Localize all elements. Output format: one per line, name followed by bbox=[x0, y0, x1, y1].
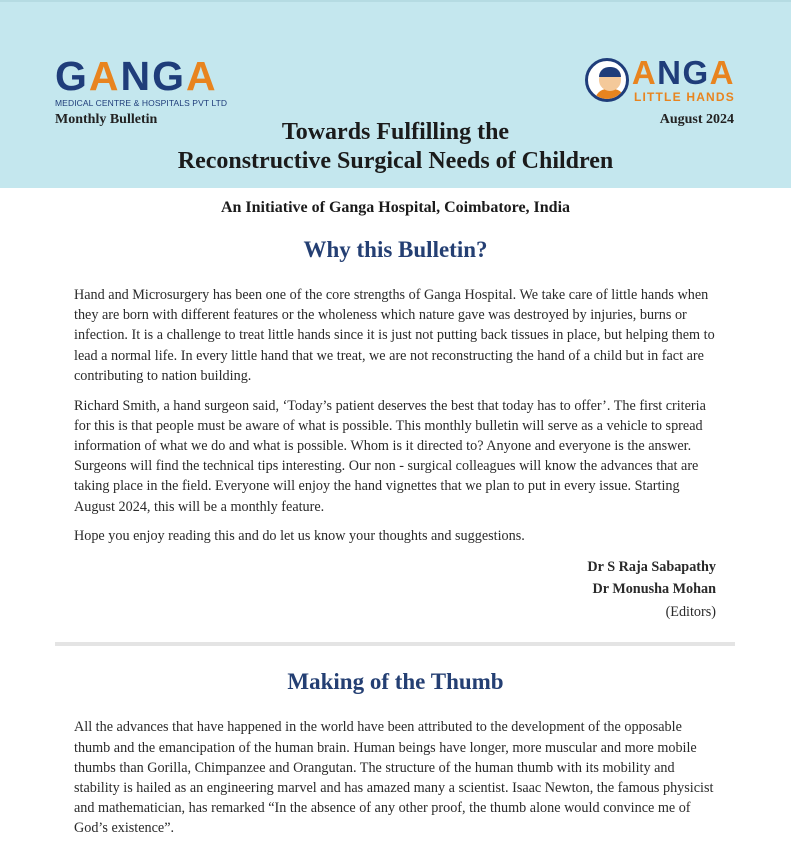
section-heading-thumb: Making of the Thumb bbox=[287, 669, 504, 695]
paragraph: All the advances that have happened in the world have been attributed to the development of the opposable thumb and the emancipation of the human brain. Human beings have longer, more muscular and more mobile thumbs than Gorilla, Chimpanzee and Orangutan. The structure of the human thumb with its mobility and stability is hailed as an engineering marvel and has amazed many a scientist. Isaac Newton, the famous physicist and mathematician, has remarked “In the absence of any other proof, the thumb alone would convince me of God’s existence”. bbox=[74, 719, 714, 837]
logo-subtitle: MEDICAL CENTRE & HOSPITALS PVT LTD bbox=[55, 98, 228, 108]
header-banner bbox=[0, 0, 791, 188]
paragraph: Hope you enjoy reading this and do let us know your thoughts and suggestions. bbox=[74, 528, 525, 545]
page-title: Towards Fulfilling the Reconstructive Surgical Needs of Children bbox=[177, 119, 614, 174]
editor-name: Dr S Raja Sabapathy bbox=[587, 558, 716, 575]
editors-signature bbox=[0, 556, 791, 624]
section-heading-why: Why this Bulletin? bbox=[303, 237, 488, 262]
section-thumb-body bbox=[0, 717, 791, 838]
ganga-little-hands-logo: ANGA LITTLE HANDS bbox=[585, 56, 735, 104]
initiative-subtitle: An Initiative of Ganga Hospital, Coimbatore, India bbox=[220, 199, 571, 216]
section-why-body bbox=[0, 285, 791, 546]
ganga-hospital-logo: GANGA MEDICAL CENTRE & HOSPITALS PVT LTD bbox=[55, 53, 228, 108]
little-hands-subtitle: LITTLE HANDS bbox=[633, 90, 735, 104]
paragraph: Richard Smith, a hand surgeon said, ‘Today’s patient deserves the best that today has to offer’. The first criteria for this is that people must be aware of what is possible. This monthly bulletin will serve as a vehicle to spread information of what we do and what is possible. Whom is it directed to? Anyone and everyone is the answer. Surgeons will find the technical tips interesting. Our non - surgical colleagues will know the advances that are taking place in the field. Everyone will enjoy the hand vignettes that we plan to put in every issue. Starting August 2024, this will be a monthly feature. bbox=[74, 397, 706, 515]
paragraph: Hand and Microsurgery has been one of the core strengths of Ganga Hospital. We take care of little hands when they are born with different features or the wholeness which nature gave was destroyed by injuries, burns or infection. It is a challenge to treat little hands since it is just not putting back tissues in place, but helping them to lead a normal life. In every little hand that we treat, we are not reconstructing the hand of a child but in fact are contributing to nation building. bbox=[74, 287, 715, 384]
bulletin-label: Monthly Bulletin bbox=[55, 112, 158, 127]
section-divider bbox=[55, 642, 735, 646]
editor-name: Dr Monusha Mohan bbox=[592, 581, 716, 598]
baby-icon bbox=[585, 58, 629, 102]
issue-date: August 2024 bbox=[659, 112, 734, 127]
editors-note: (Editors) bbox=[665, 603, 716, 620]
